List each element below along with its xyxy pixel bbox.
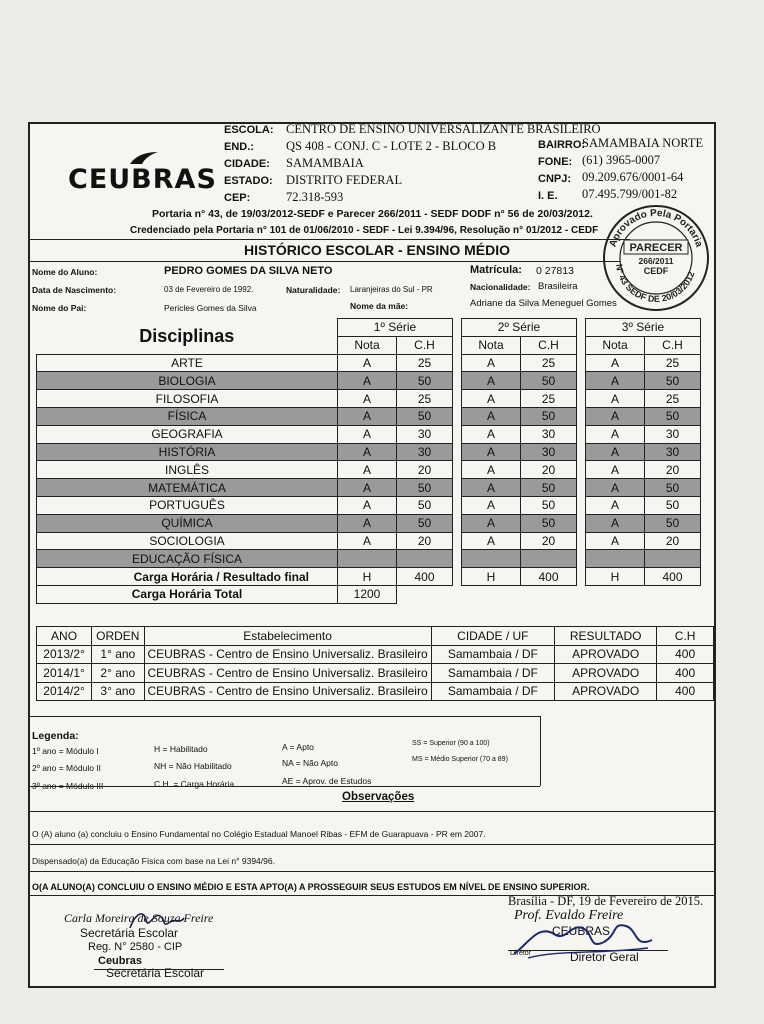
ceubras-logo xyxy=(68,154,217,204)
ch-cell xyxy=(397,550,453,568)
ch-cell: 50 xyxy=(397,407,453,425)
spacer xyxy=(453,496,462,514)
cidade-cell: Samambaia / DF xyxy=(431,682,554,701)
legend-item: MS = Médio Superior (70 a 89) xyxy=(412,756,508,763)
spacer xyxy=(577,568,586,586)
nota-cell xyxy=(338,550,397,568)
legend-item: NA = Não Apto xyxy=(282,758,338,768)
logo-text: CEUBRAS xyxy=(68,164,217,195)
spacer xyxy=(453,443,462,461)
ch-cell: 30 xyxy=(645,443,701,461)
stamp-arc-bottom: N° 43 SEDF DE 20/03/2012 xyxy=(613,263,697,305)
ch-cell: 20 xyxy=(521,532,577,550)
legend-item: H = Habilitado xyxy=(154,744,208,754)
ch-cell: 25 xyxy=(397,354,453,372)
nome-mae-label: Nome da mãe: xyxy=(350,301,409,311)
spacer xyxy=(577,461,586,479)
nascimento-value: 03 de Fevereiro de 1992. xyxy=(164,285,254,294)
divider xyxy=(30,716,540,717)
cnpj-label: CNPJ: xyxy=(538,173,572,185)
discipline-name: BIOLOGIA xyxy=(37,372,338,390)
ordem-header: ORDEN xyxy=(92,627,144,646)
fone-value: (61) 3965-0007 xyxy=(582,153,661,167)
discipline-name: GEOGRAFIA xyxy=(37,425,338,443)
secretary-caption: Secretária Escolar xyxy=(106,966,205,980)
discipline-row xyxy=(37,354,701,372)
nota-cell: A xyxy=(586,479,645,497)
grades-table xyxy=(36,318,701,604)
nota-cell: A xyxy=(338,407,397,425)
discipline-name: PORTUGUÊS xyxy=(37,496,338,514)
nota-cell: A xyxy=(586,461,645,479)
resultado-cell: APROVADO xyxy=(555,645,657,664)
ordem-cell: 3° ano xyxy=(92,682,144,701)
ch-cell: 25 xyxy=(645,390,701,408)
nota-cell: A xyxy=(586,407,645,425)
final-nota: H xyxy=(586,568,645,586)
place-date: Brasília - DF, 19 de Fevereiro de 2015. xyxy=(508,894,704,908)
cep-value: 72.318-593 xyxy=(286,190,344,204)
final-row xyxy=(37,568,701,586)
approval-stamp xyxy=(600,202,712,314)
stamp-word: PARECER xyxy=(629,242,683,254)
discipline-name: ARTE xyxy=(37,354,338,372)
spacer xyxy=(577,390,586,408)
fone-label: FONE: xyxy=(538,156,573,168)
nome-aluno-label: Nome do Aluno: xyxy=(32,267,98,277)
spacer xyxy=(577,354,586,372)
discipline-row xyxy=(37,514,701,532)
ch-cell: 30 xyxy=(397,443,453,461)
nota-cell: A xyxy=(338,372,397,390)
ano-header: ANO xyxy=(37,627,92,646)
discipline-row xyxy=(37,532,701,550)
stamp-org: CEDF xyxy=(643,266,669,276)
nota-cell: A xyxy=(586,443,645,461)
bairro-label: BAIRRO: xyxy=(538,139,586,151)
nota-cell: A xyxy=(586,390,645,408)
secretary-name: Carla Moreira de Souza Freire xyxy=(64,911,214,925)
nota-cell xyxy=(462,550,521,568)
estabelecimento-cell: CEUBRAS - Centro de Ensino Universaliz. Brasileiro xyxy=(144,645,431,664)
nome-aluno-value: PEDRO GOMES DA SILVA NETO xyxy=(164,265,333,277)
ch-cell: 25 xyxy=(397,390,453,408)
discipline-row xyxy=(37,443,701,461)
spacer xyxy=(453,407,462,425)
cidade-cell: Samambaia / DF xyxy=(431,645,554,664)
nota-header: Nota xyxy=(586,336,645,354)
ano-cell: 2014/1° xyxy=(37,664,92,683)
school-history-row xyxy=(37,664,714,683)
final-ch: 400 xyxy=(397,568,453,586)
disciplinas-header: Disciplinas xyxy=(37,319,338,355)
secretary-institution: Ceubras xyxy=(98,955,143,967)
spacer xyxy=(453,372,462,390)
discipline-row xyxy=(37,550,701,568)
final-ch: 400 xyxy=(521,568,577,586)
naturalidade-value: Laranjeiras do Sul - PR xyxy=(350,285,433,294)
final-nota: H xyxy=(462,568,521,586)
conclusao-text: O(A ALUNO(A) CONCLUIU O ENSINO MÉDIO E ESTA APTO(A) A PROSSEGUIR SEUS ESTUDOS EM NÍVEL DE ENSINO SUPERIOR. xyxy=(32,882,590,892)
spacer xyxy=(453,550,462,568)
ch-cell: 25 xyxy=(521,354,577,372)
cidade-value: SAMAMBAIA xyxy=(286,156,364,170)
nota-cell: A xyxy=(338,461,397,479)
spacer xyxy=(453,354,462,372)
nota-cell: A xyxy=(586,496,645,514)
nota-cell: A xyxy=(338,514,397,532)
divider xyxy=(30,261,620,262)
director-role: Diretor Geral xyxy=(570,950,639,964)
nota-header: Nota xyxy=(338,336,397,354)
nota-cell: A xyxy=(586,372,645,390)
discipline-row xyxy=(37,479,701,497)
ch-cell: 50 xyxy=(397,372,453,390)
portaria-line-1: Portaria n° 43, de 19/03/2012-SEDF e Parecer 266/2011 - SEDF DODF n° 56 de 20/03/2012. xyxy=(152,208,593,220)
ch-header: C.H xyxy=(657,627,714,646)
escola-value: CENTRO DE ENSINO UNIVERSALIZANTE BRASILEIRO xyxy=(286,122,601,136)
ch-cell: 50 xyxy=(521,372,577,390)
secretary-role: Secretária Escolar xyxy=(80,926,179,940)
cnpj-value: 09.209.676/0001-64 xyxy=(582,170,684,184)
spacer xyxy=(453,425,462,443)
resultado-cell: APROVADO xyxy=(555,682,657,701)
discipline-name: HISTÓRIA xyxy=(37,443,338,461)
final-nota: H xyxy=(338,568,397,586)
ch-cell: 30 xyxy=(521,443,577,461)
nota-cell: A xyxy=(462,461,521,479)
ch-cell: 50 xyxy=(397,479,453,497)
nome-pai-value: Pericles Gomes da Silva xyxy=(164,303,257,313)
discipline-row xyxy=(37,496,701,514)
serie-2-header: 2º Série xyxy=(462,319,577,337)
ch-cell: 50 xyxy=(397,514,453,532)
discipline-name: EDUCAÇÃO FÍSICA xyxy=(37,550,338,568)
nota-cell: A xyxy=(338,425,397,443)
legend-item: SS = Superior (90 a 100) xyxy=(412,740,490,747)
spacer xyxy=(397,585,701,603)
ch-cell: 50 xyxy=(521,514,577,532)
naturalidade-label: Naturalidade: xyxy=(286,285,341,295)
ch-cell xyxy=(645,550,701,568)
ch-cell: 50 xyxy=(645,407,701,425)
discipline-row xyxy=(37,407,701,425)
legend-item: 2º ano = Módulo II xyxy=(32,763,102,773)
legend-item: 1º ano = Módulo I xyxy=(32,746,99,756)
nota-cell: A xyxy=(338,532,397,550)
spacer xyxy=(453,390,462,408)
nota-cell: A xyxy=(338,443,397,461)
ch-cell: 50 xyxy=(521,479,577,497)
nascimento-label: Data de Nascimento: xyxy=(32,285,117,295)
final-label: Carga Horária / Resultado final xyxy=(37,568,338,586)
ch-cell: 400 xyxy=(657,645,714,664)
divider xyxy=(30,811,716,812)
ch-header: C.H xyxy=(645,336,701,354)
director-signature-scribble xyxy=(508,914,658,964)
nota-cell xyxy=(586,550,645,568)
ch-cell: 25 xyxy=(645,354,701,372)
director-name: Prof. Evaldo Freire xyxy=(514,908,624,923)
resultado-cell: APROVADO xyxy=(555,664,657,683)
nota-cell: A xyxy=(338,479,397,497)
spacer xyxy=(577,425,586,443)
resultado-header: RESULTADO xyxy=(555,627,657,646)
serie-3-header: 3º Série xyxy=(586,319,701,337)
spacer xyxy=(577,532,586,550)
ch-cell: 30 xyxy=(645,425,701,443)
observacao-line-1: O (A) aluno (a) concluiu o Ensino Fundamental no Colégio Estadual Manoel Ribas - EFM de Guarapuava - PR em 2007. xyxy=(32,829,486,839)
ch-cell: 50 xyxy=(645,496,701,514)
ch-cell xyxy=(521,550,577,568)
divider xyxy=(540,716,541,786)
legend-item: C.H. = Carga Horária xyxy=(154,779,235,789)
nota-cell: A xyxy=(462,514,521,532)
spacer xyxy=(577,496,586,514)
observacoes-title: Observações xyxy=(342,791,415,803)
ch-cell: 50 xyxy=(645,372,701,390)
discipline-row xyxy=(37,390,701,408)
nacionalidade-value: Brasileira xyxy=(538,281,578,292)
end-value: QS 408 - CONJ. C - LOTE 2 - BLOCO B xyxy=(286,139,497,153)
ch-header: C.H xyxy=(397,336,453,354)
estabelecimento-cell: CEUBRAS - Centro de Ensino Universaliz. Brasileiro xyxy=(144,664,431,683)
ie-label: I. E. xyxy=(538,190,558,202)
secretary-signature-scribble xyxy=(126,906,186,936)
ch-cell: 20 xyxy=(645,461,701,479)
spacer xyxy=(577,550,586,568)
serie-1-header: 1º Série xyxy=(338,319,453,337)
matricula-value: 0 27813 xyxy=(536,265,574,277)
ch-cell: 50 xyxy=(397,496,453,514)
ch-cell: 50 xyxy=(645,479,701,497)
director-institution: CEUBRAS xyxy=(552,924,611,938)
discipline-row xyxy=(37,425,701,443)
ch-cell: 20 xyxy=(521,461,577,479)
document-sheet xyxy=(28,122,716,988)
divider xyxy=(30,239,630,240)
nota-cell: A xyxy=(462,443,521,461)
legend-item: AE = Aprov. de Estudos xyxy=(282,776,372,786)
nota-cell: A xyxy=(586,532,645,550)
observacao-line-2: Dispensado(a) da Educação Física com base na Lei n° 9394/96. xyxy=(32,856,275,866)
spacer xyxy=(453,479,462,497)
nota-cell: A xyxy=(338,354,397,372)
spacer xyxy=(453,461,462,479)
discipline-name: QUÍMICA xyxy=(37,514,338,532)
ordem-cell: 2° ano xyxy=(92,664,144,683)
nome-pai-label: Nome do Pai: xyxy=(32,303,87,313)
discipline-name: INGLÊS xyxy=(37,461,338,479)
discipline-name: MATEMÁTICA xyxy=(37,479,338,497)
ano-cell: 2014/2° xyxy=(37,682,92,701)
page-title: HISTÓRICO ESCOLAR - ENSINO MÉDIO xyxy=(244,242,511,258)
ch-cell: 20 xyxy=(645,532,701,550)
spacer xyxy=(577,407,586,425)
matricula-label: Matrícula: xyxy=(470,264,522,276)
nome-mae-value: Adriane da Silva Meneguel Gomes xyxy=(470,298,617,309)
discipline-name: FÍSICA xyxy=(37,407,338,425)
total-value: 1200 xyxy=(338,585,397,603)
spacer xyxy=(577,372,586,390)
legend-item: NH = Não Habilitado xyxy=(154,761,232,771)
ch-cell: 25 xyxy=(521,390,577,408)
ie-value: 07.495.799/001-82 xyxy=(582,187,678,201)
estabelecimento-cell: CEUBRAS - Centro de Ensino Universaliz. Brasileiro xyxy=(144,682,431,701)
total-label: Carga Horária Total xyxy=(37,585,338,603)
estado-label: ESTADO: xyxy=(224,175,273,187)
spacer xyxy=(577,514,586,532)
discipline-row xyxy=(37,372,701,390)
spacer xyxy=(577,443,586,461)
nota-cell: A xyxy=(462,425,521,443)
legend-item: 3º ano = Módulo III xyxy=(32,781,104,791)
divider xyxy=(30,786,540,787)
divider xyxy=(30,871,716,872)
ordem-cell: 1° ano xyxy=(92,645,144,664)
ch-cell: 30 xyxy=(521,425,577,443)
divider xyxy=(30,844,716,845)
legend-title: Legenda: xyxy=(32,730,79,742)
ano-cell: 2013/2° xyxy=(37,645,92,664)
ch-header: C.H xyxy=(521,336,577,354)
end-label: END.: xyxy=(224,141,254,153)
discipline-name: SOCIOLOGIA xyxy=(37,532,338,550)
ch-cell: 50 xyxy=(521,407,577,425)
nota-cell: A xyxy=(462,532,521,550)
cidade-label: CIDADE: xyxy=(224,158,270,170)
total-row xyxy=(37,585,701,603)
nota-cell: A xyxy=(586,514,645,532)
stamp-arc-top: Aprovado Pela Portaria xyxy=(607,207,705,249)
cep-label: CEP: xyxy=(224,192,251,204)
spacer xyxy=(453,532,462,550)
nota-cell: A xyxy=(338,390,397,408)
final-ch: 400 xyxy=(645,568,701,586)
nota-cell: A xyxy=(338,496,397,514)
school-history-table xyxy=(36,626,714,701)
nota-cell: A xyxy=(586,354,645,372)
nacionalidade-label: Nacionalidade: xyxy=(470,282,531,292)
nota-cell: A xyxy=(586,425,645,443)
discipline-name: FILOSOFIA xyxy=(37,390,338,408)
portaria-line-2: Credenciado pela Portaria n° 101 de 01/06/2010 - SEDF - Lei 9.394/96, Resolução n° 01/2012 - CEDF xyxy=(130,225,599,236)
nota-cell: A xyxy=(462,372,521,390)
bairro-value: SAMAMBAIA NORTE xyxy=(582,136,704,150)
school-history-row xyxy=(37,682,714,701)
ch-cell: 50 xyxy=(521,496,577,514)
school-history-row xyxy=(37,645,714,664)
cidade-uf-header: CIDADE / UF xyxy=(431,627,554,646)
secretary-reg: Reg. N° 2580 - CIP xyxy=(88,941,183,953)
ch-cell: 20 xyxy=(397,461,453,479)
nota-cell: A xyxy=(462,407,521,425)
nota-cell: A xyxy=(462,354,521,372)
ch-cell: 400 xyxy=(657,682,714,701)
ch-cell: 50 xyxy=(645,514,701,532)
nota-cell: A xyxy=(462,390,521,408)
legend-item: A = Apto xyxy=(282,742,314,752)
nota-cell: A xyxy=(462,479,521,497)
nota-header: Nota xyxy=(462,336,521,354)
stamp-number: 266/2011 xyxy=(638,256,674,266)
estabelecimento-header: Estabelecimento xyxy=(144,627,431,646)
cidade-cell: Samambaia / DF xyxy=(431,664,554,683)
estado-value: DISTRITO FEDERAL xyxy=(286,173,403,187)
ch-cell: 30 xyxy=(397,425,453,443)
spacer xyxy=(453,514,462,532)
ch-cell: 20 xyxy=(397,532,453,550)
escola-label: ESCOLA: xyxy=(224,124,274,136)
nota-cell: A xyxy=(462,496,521,514)
spacer xyxy=(577,479,586,497)
discipline-row xyxy=(37,461,701,479)
director-caption: Diretor xyxy=(510,950,532,957)
spacer xyxy=(453,568,462,586)
ch-cell: 400 xyxy=(657,664,714,683)
